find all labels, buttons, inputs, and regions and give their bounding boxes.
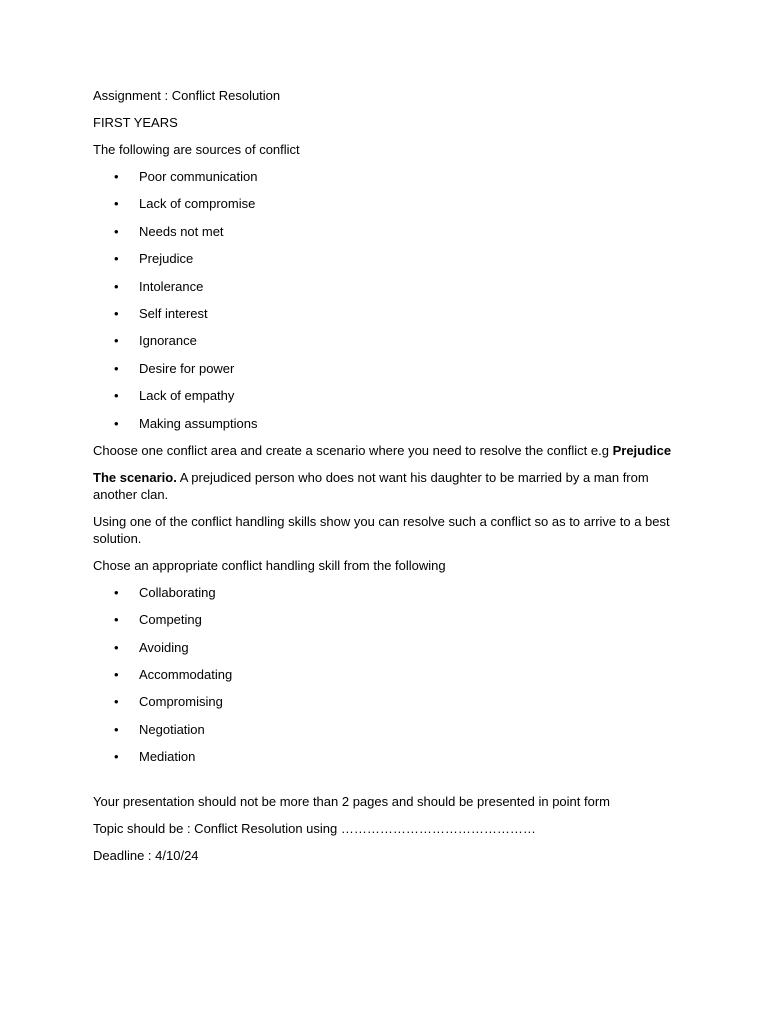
scenario-paragraph [93, 469, 683, 503]
assignment-title: Assignment : Conflict Resolution [93, 88, 281, 103]
bullet-icon: • [114, 169, 119, 184]
scenario-label: The scenario. [93, 469, 177, 485]
blank-line [93, 776, 683, 793]
list-item-label: Compromising [139, 694, 223, 710]
list-item [93, 195, 683, 212]
list-item [93, 611, 683, 628]
list-item [93, 639, 683, 656]
bullet-icon: • [114, 223, 119, 239]
list-item-label: Negotiation [139, 721, 205, 737]
skills-intro: Chose an appropriate conflict handling skill from the following [93, 557, 446, 573]
list-item-label: Poor communication [139, 169, 258, 184]
list-item [93, 305, 683, 322]
choose-text: Choose one conflict area and create a scenario where you need to resolve the conflict e.g [93, 442, 613, 458]
bullet-icon: • [114, 305, 119, 321]
list-item [93, 584, 683, 601]
choose-example: Prejudice [612, 442, 672, 458]
list-item [93, 666, 683, 683]
sources-list [93, 168, 683, 432]
list-item-label: Desire for power [139, 360, 235, 376]
list-item-label: Ignorance [139, 333, 197, 349]
list-item [93, 721, 683, 738]
deadline-line: Deadline : 4/10/24 [93, 847, 199, 863]
list-item-label: Intolerance [139, 278, 204, 294]
list-item [93, 387, 683, 404]
bullet-icon: • [114, 415, 119, 431]
list-item [93, 250, 683, 267]
list-item-label: Making assumptions [139, 415, 258, 431]
bullet-icon: • [114, 612, 119, 628]
choose-instruction [93, 442, 683, 459]
list-item [93, 332, 683, 349]
bullet-icon: • [114, 721, 119, 737]
list-item-label: Collaborating [139, 584, 216, 600]
list-item-label: Lack of empathy [139, 388, 235, 404]
skills-list [93, 584, 683, 765]
bullet-icon: • [114, 196, 119, 212]
list-item-label: Mediation [139, 749, 196, 765]
list-item [93, 415, 683, 432]
list-item [93, 223, 683, 240]
list-item-label: Competing [139, 612, 202, 628]
list-item-label: Lack of compromise [139, 196, 256, 212]
skills-instruction: Using one of the conflict handling skills show you can resolve such a conflict so as to arrive to a best solution. [93, 513, 670, 546]
bullet-icon: • [114, 694, 119, 710]
bullet-icon: • [114, 388, 119, 404]
topic-line: Topic should be : Conflict Resolution using ……………………………………… [93, 820, 536, 836]
document-body [93, 87, 683, 874]
bullet-icon: • [114, 360, 119, 376]
list-item [93, 693, 683, 710]
list-item [93, 748, 683, 765]
bullet-icon: • [114, 639, 119, 655]
list-item [93, 168, 683, 185]
audience-label: FIRST YEARS [93, 115, 178, 130]
list-item-label: Self interest [139, 305, 208, 321]
list-item-label: Accommodating [139, 667, 233, 683]
bullet-icon: • [114, 333, 119, 349]
list-item-label: Avoiding [139, 639, 189, 655]
bullet-icon: • [114, 749, 119, 765]
list-item [93, 278, 683, 295]
bullet-icon: • [114, 251, 119, 267]
bullet-icon: • [114, 278, 119, 294]
sources-intro: The following are sources of conflict [93, 142, 300, 157]
bullet-icon: • [114, 584, 119, 600]
list-item-label: Prejudice [139, 251, 194, 267]
list-item [93, 360, 683, 377]
bullet-icon: • [114, 667, 119, 683]
list-item-label: Needs not met [139, 223, 224, 239]
presentation-requirement: Your presentation should not be more than 2 pages and should be presented in point form [93, 793, 610, 809]
scenario-text: A prejudiced person who does not want his daughter to be married by a man from another clan. [93, 469, 649, 502]
